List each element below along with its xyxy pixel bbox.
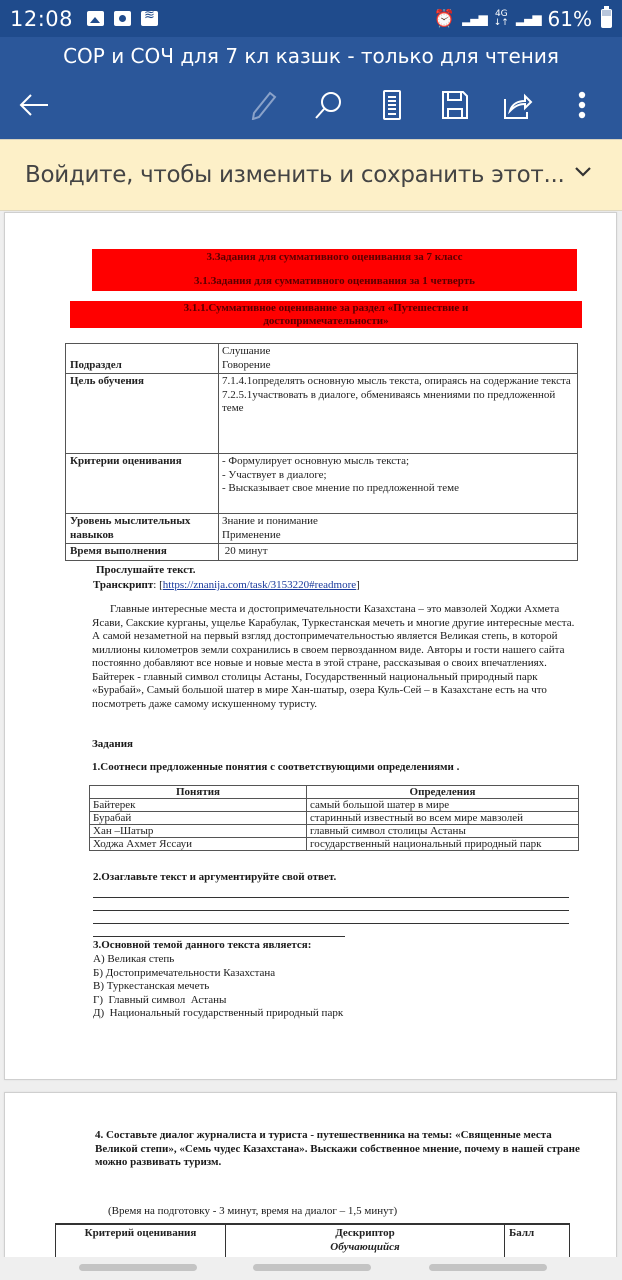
task-4-time-note: (Время на подготовку - 3 минут, время на диалог – 1,5 минут) bbox=[108, 1205, 398, 1217]
heading-unit: 3.1.1.Суммативное оценивание за раздел «Путешествие и достопримечательности» bbox=[70, 301, 582, 328]
search-button[interactable] bbox=[308, 85, 348, 125]
column-header: Понятия bbox=[90, 786, 307, 799]
table-row bbox=[90, 825, 579, 838]
more-vertical-icon bbox=[578, 90, 586, 120]
table-header-row bbox=[90, 786, 579, 799]
network-type-icon: 4G ↓↑ bbox=[493, 8, 509, 28]
concept-cell: Хан –Шатыр bbox=[90, 825, 307, 838]
concept-cell: Бурабай bbox=[90, 812, 307, 825]
definition-cell: самый большой шатер в мире bbox=[307, 799, 579, 812]
document-title: СОР и СОЧ для 7 кл казшк - только для чтения bbox=[63, 44, 559, 68]
transcript-paragraph: Главные интересные места и достопримечательности Казахстана – это мавзолей Ходжи Ахмета Ясави, Сакские курганы, ущелье Карабулак, Туркестанская мечеть и многие другие интересные места. А самой незаметной на первый взгляд достопримечательностью является Великая степь, в которой миллионы километров земли сохранились в своем первозданном виде. Авторы и гости нашего сайта постоянно добавляют все новые и новые места в этой стране, рассказывая о своих впечатлениях. Байтерек - главный символ столицы Астаны, Государственный национальный природный парк «Бурабай», Самый большой шатер в мире Хан-шатыр, озера Куль-Сей – в Казахстане есть на что посмотреть даже самому искушенному туристу. bbox=[92, 603, 575, 710]
option-b: Б) Достопримечательности Казахстана bbox=[93, 966, 276, 979]
table-row bbox=[66, 514, 578, 544]
signal-icon: ▂▄▆ bbox=[462, 11, 487, 26]
mobile-view-icon bbox=[381, 89, 403, 121]
concept-cell: Ходжа Ахмет Яссауи bbox=[90, 838, 307, 851]
row-label: Цель обучения bbox=[66, 374, 219, 454]
row-label: Время выполнения bbox=[66, 544, 219, 561]
row-value: Слушание Говорение bbox=[219, 344, 578, 374]
floppy-disk-icon bbox=[440, 89, 470, 121]
table-row bbox=[66, 544, 578, 561]
transcript-line: Транскрипт: [https://znanija.com/task/3153220#readmore] bbox=[93, 579, 360, 591]
table-row bbox=[90, 838, 579, 851]
answer-line bbox=[93, 923, 569, 924]
row-label: Критерии оценивания bbox=[66, 454, 219, 514]
pencil-icon bbox=[250, 90, 278, 120]
table-row bbox=[90, 799, 579, 812]
column-header: Балл bbox=[505, 1224, 570, 1274]
document-page-1 bbox=[4, 212, 617, 1080]
sign-in-message: Войдите, чтобы изменить и сохранить этот... bbox=[25, 162, 565, 188]
task-4-title: 4. Составьте диалог журналиста и туриста - путешественника на темы: «Священные места Великой степи», «Семь чудес Казахстана». Выскажи собственное мнение, почему в нашей стране можно развивать туризм. bbox=[95, 1129, 580, 1168]
row-label: Уровень мыслительных навыков bbox=[66, 514, 219, 544]
task-1-title: 1.Соотнеси предложенные понятия с соответствующими определениями . bbox=[92, 761, 460, 773]
table-row bbox=[66, 454, 578, 514]
save-button[interactable] bbox=[435, 85, 475, 125]
clock: 12:08 bbox=[10, 6, 74, 31]
table-row bbox=[66, 374, 578, 454]
matching-table bbox=[89, 785, 579, 851]
definition-cell: главный символ столицы Астаны bbox=[307, 825, 579, 838]
row-label: Подраздел bbox=[66, 344, 219, 374]
back-arrow-icon bbox=[18, 93, 50, 117]
option-d: Г) Главный символ Астаны bbox=[93, 993, 227, 1006]
option-e: Д) Национальный государственный природный парк bbox=[93, 1007, 344, 1019]
search-icon bbox=[313, 90, 343, 120]
table-row bbox=[90, 812, 579, 825]
row-value: 20 минут bbox=[219, 544, 578, 561]
navigation-bar bbox=[0, 1257, 622, 1280]
column-header: Дескриптор Обучающийся bbox=[226, 1224, 505, 1274]
listen-instruction: Прослушайте текст. bbox=[96, 564, 196, 576]
definition-cell: государственный национальный природный парк bbox=[307, 838, 579, 851]
descriptor-subheader: Обучающийся bbox=[330, 1241, 400, 1253]
more-options-button[interactable] bbox=[562, 85, 602, 125]
nav-home-button[interactable] bbox=[253, 1264, 371, 1271]
status-bar bbox=[0, 0, 622, 37]
column-header: Определения bbox=[307, 786, 579, 799]
reading-view-button[interactable] bbox=[372, 85, 412, 125]
column-header: Критерий оценивания bbox=[56, 1224, 226, 1274]
answer-line bbox=[93, 936, 345, 937]
criteria-table bbox=[65, 343, 578, 561]
app-bar bbox=[0, 37, 622, 139]
table-row bbox=[66, 344, 578, 374]
row-value: - Формулирует основную мысль текста; - Участвует в диалоге; - Высказывает свое мнение по предложенной теме bbox=[219, 454, 578, 514]
toolbar bbox=[0, 85, 622, 125]
task-3-title: 3.Основной темой данного текста является: bbox=[93, 939, 312, 951]
battery-icon bbox=[601, 9, 612, 28]
share-icon bbox=[501, 89, 533, 121]
chevron-down-icon[interactable] bbox=[574, 166, 592, 178]
back-button[interactable] bbox=[14, 85, 54, 125]
definition-cell: старинный известный во всем мире мавзолей bbox=[307, 812, 579, 825]
tasks-heading: Задания bbox=[92, 738, 133, 750]
option-a: А) Великая степь bbox=[93, 953, 175, 965]
option-c: В) Туркестанская мечеть bbox=[93, 980, 210, 992]
task-2-title: 2.Озаглавьте текст и аргументируйте свой ответ. bbox=[93, 871, 337, 883]
signal-icon: ▂▄▆ bbox=[515, 11, 541, 26]
battery-percent: 61% bbox=[547, 6, 592, 31]
sign-in-banner[interactable] bbox=[0, 139, 622, 211]
answer-line bbox=[93, 910, 569, 911]
nav-back-button[interactable] bbox=[429, 1264, 547, 1271]
share-button[interactable] bbox=[497, 85, 537, 125]
section-heading-band bbox=[92, 249, 577, 291]
alarm-icon: ⏰ bbox=[433, 8, 456, 29]
gallery-icon bbox=[87, 11, 104, 26]
row-value: Знание и понимание Применение bbox=[219, 514, 578, 544]
concept-cell: Байтерек bbox=[90, 799, 307, 812]
heading-grade: 3.Задания для суммативного оценивания за 7 класс bbox=[206, 251, 463, 263]
heading-quarter: 3.1.Задания для суммативного оценивания за 1 четверть bbox=[193, 275, 476, 287]
answer-line bbox=[93, 897, 569, 898]
transcript-link[interactable]: https://znanija.com/task/3153220#readmore bbox=[162, 579, 357, 591]
nav-recents-button[interactable] bbox=[79, 1264, 197, 1271]
task-3-options bbox=[93, 953, 343, 1021]
edit-button[interactable] bbox=[244, 85, 284, 125]
wifi-icon bbox=[141, 11, 158, 26]
transcript-label: Транскрипт bbox=[93, 579, 154, 591]
recorder-icon bbox=[114, 11, 131, 26]
row-value: 7.1.4.1определять основную мысль текста, опираясь на содержание текста 7.2.5.1участвовать в диалоге, обмениваясь мнениями по предложенной теме bbox=[219, 374, 578, 454]
document-page-2 bbox=[4, 1092, 617, 1280]
